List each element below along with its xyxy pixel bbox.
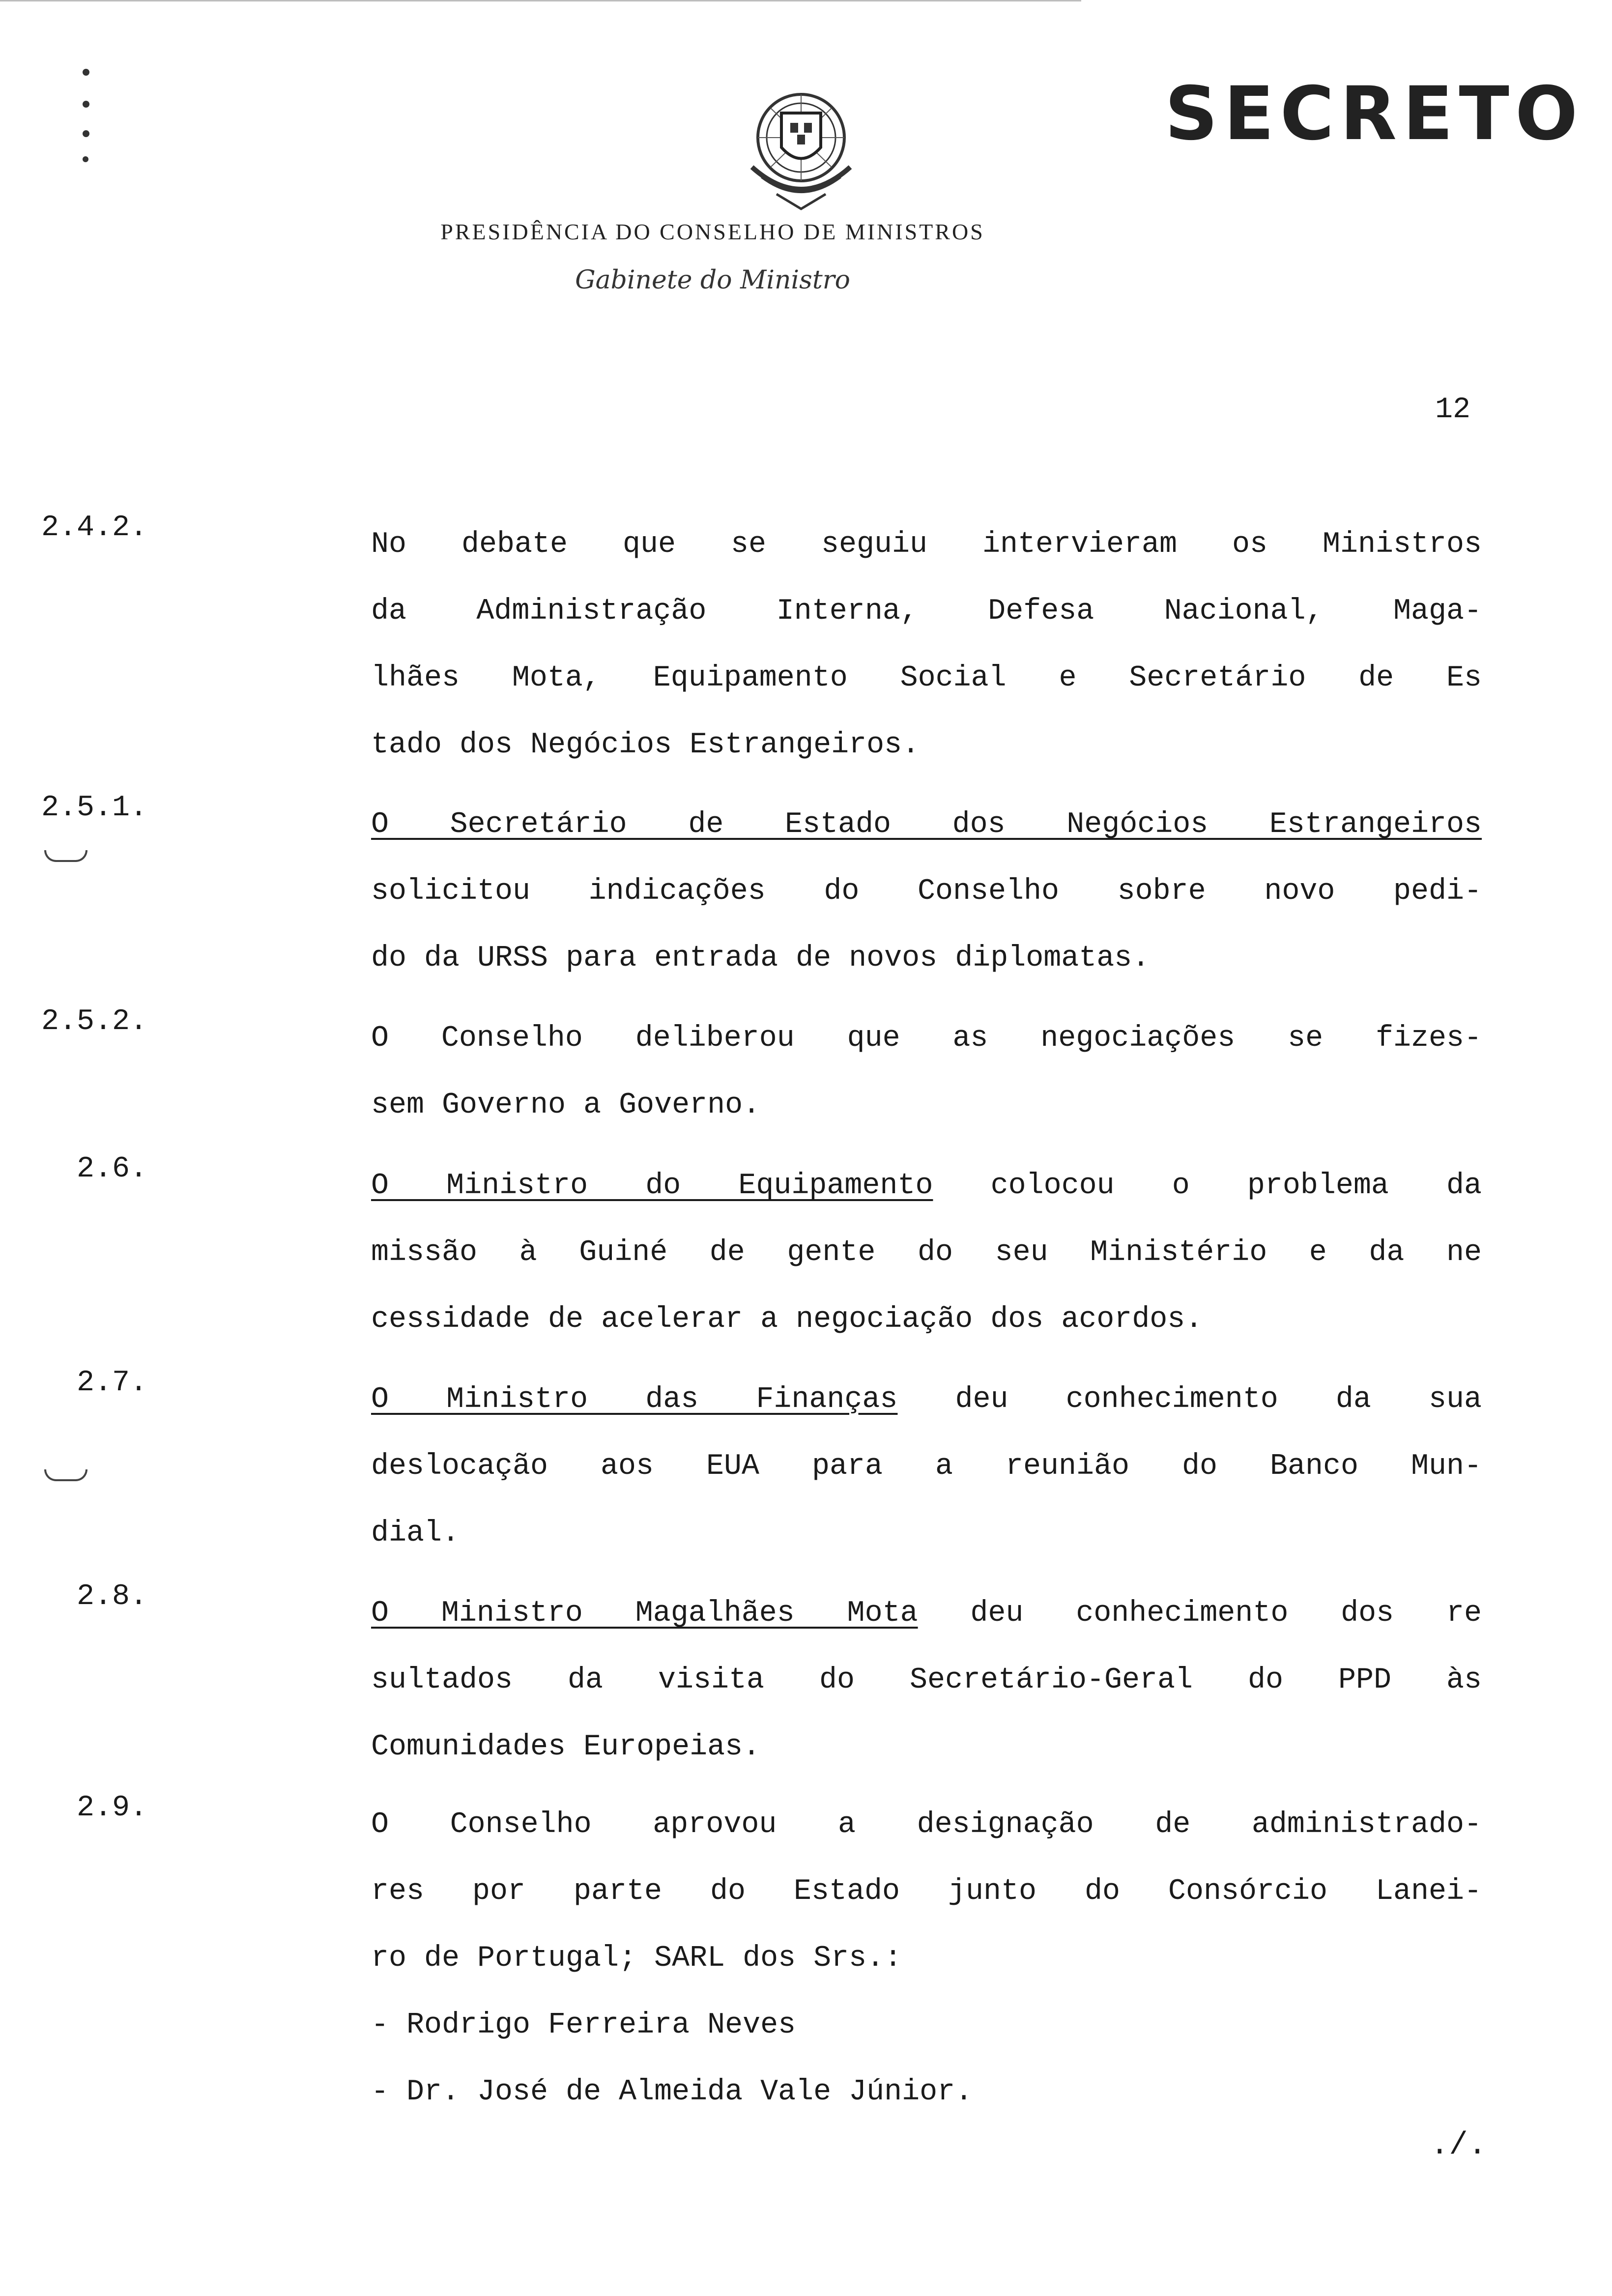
item-line: sultados da visita do Secretário-Geral do PPD às	[371, 1664, 1482, 1697]
item-subject: O Ministro do Equipamento	[371, 1169, 933, 1203]
margin-mark	[83, 101, 89, 108]
item-subject: O Secretário de Estado dos Negócios Estrangeiros	[371, 808, 1482, 841]
item-line	[371, 1580, 1482, 1647]
item-text: colocou o problema da	[990, 1169, 1482, 1203]
item-number: 2.5.2.	[41, 1005, 147, 1038]
coat-of-arms-emblem	[732, 84, 870, 216]
item-line: No debate que se seguiu intervieram os Ministros	[371, 528, 1482, 561]
item-number: 2.5.1.	[41, 791, 147, 825]
item-number: 2.7.	[76, 1366, 147, 1400]
item-line: tado dos Negócios Estrangeiros.	[371, 728, 920, 762]
item-number: 2.6.	[76, 1152, 147, 1186]
item-line: do da URSS para entrada de novos diplomatas.	[371, 942, 1150, 975]
margin-bracket	[44, 1469, 87, 1481]
item-line: lhães Mota, Equipamento Social e Secretário de Es	[371, 661, 1482, 695]
item-line: O Conselho aprovou a designação de administrado-	[371, 1808, 1482, 1841]
item-line	[371, 791, 1482, 858]
item-number: 2.4.2.	[41, 511, 147, 545]
margin-bracket	[44, 850, 87, 862]
item-line: - Rodrigo Ferreira Neves	[371, 2009, 796, 2042]
item-2-4-2	[41, 511, 1482, 778]
item-2-5-1	[41, 791, 1482, 992]
item-line: Comunidades Europeias.	[371, 1730, 761, 1764]
item-2-7	[76, 1366, 1482, 1567]
item-line: res por parte do Estado junto do Consórcio Lanei-	[371, 1875, 1482, 1908]
item-2-6	[76, 1152, 1482, 1353]
item-subject: O Ministro das Finanças	[371, 1383, 898, 1416]
item-text: deu conhecimento da sua	[955, 1383, 1482, 1416]
item-line	[371, 1152, 1482, 1219]
item-line: ro de Portugal; SARL dos Srs.:	[371, 1942, 902, 1975]
item-line: da Administração Interna, Defesa Nacional, Maga-	[371, 595, 1482, 628]
item-line: deslocação aos EUA para a reunião do Banco Mun-	[371, 1450, 1482, 1483]
classification-stamp: SECRETO	[1165, 71, 1584, 157]
office-subheading: Gabinete do Ministro	[575, 265, 850, 295]
item-line: cessidade de acelerar a negociação dos acordos.	[371, 1303, 1203, 1336]
scan-edge-line	[0, 0, 1081, 1]
item-text: deu conhecimento dos re	[970, 1597, 1482, 1630]
item-line: sem Governo a Governo.	[371, 1089, 761, 1122]
item-line: missão à Guiné de gente do seu Ministério e da ne	[371, 1236, 1482, 1269]
page-number: 12	[1435, 393, 1471, 427]
item-2-8	[76, 1580, 1482, 1780]
margin-mark	[83, 130, 89, 137]
item-line: solicitou indicações do Conselho sobre novo pedi-	[371, 875, 1482, 908]
item-line: dial.	[371, 1517, 460, 1550]
item-line	[371, 1366, 1482, 1433]
item-2-9	[76, 1791, 1482, 2125]
item-line: - Dr. José de Almeida Vale Júnior.	[371, 2075, 973, 2109]
margin-mark	[83, 69, 89, 76]
margin-mark	[83, 156, 88, 162]
item-number: 2.9.	[76, 1791, 147, 1825]
item-line: O Conselho deliberou que as negociações se fizes-	[371, 1022, 1482, 1055]
item-subject: O Ministro Magalhães Mota	[371, 1597, 918, 1630]
item-number: 2.8.	[76, 1580, 147, 1613]
institution-heading: PRESIDÊNCIA DO CONSELHO DE MINISTROS	[440, 219, 985, 244]
item-2-5-2	[41, 1005, 1482, 1139]
continuation-mark: ./.	[1430, 2128, 1487, 2163]
